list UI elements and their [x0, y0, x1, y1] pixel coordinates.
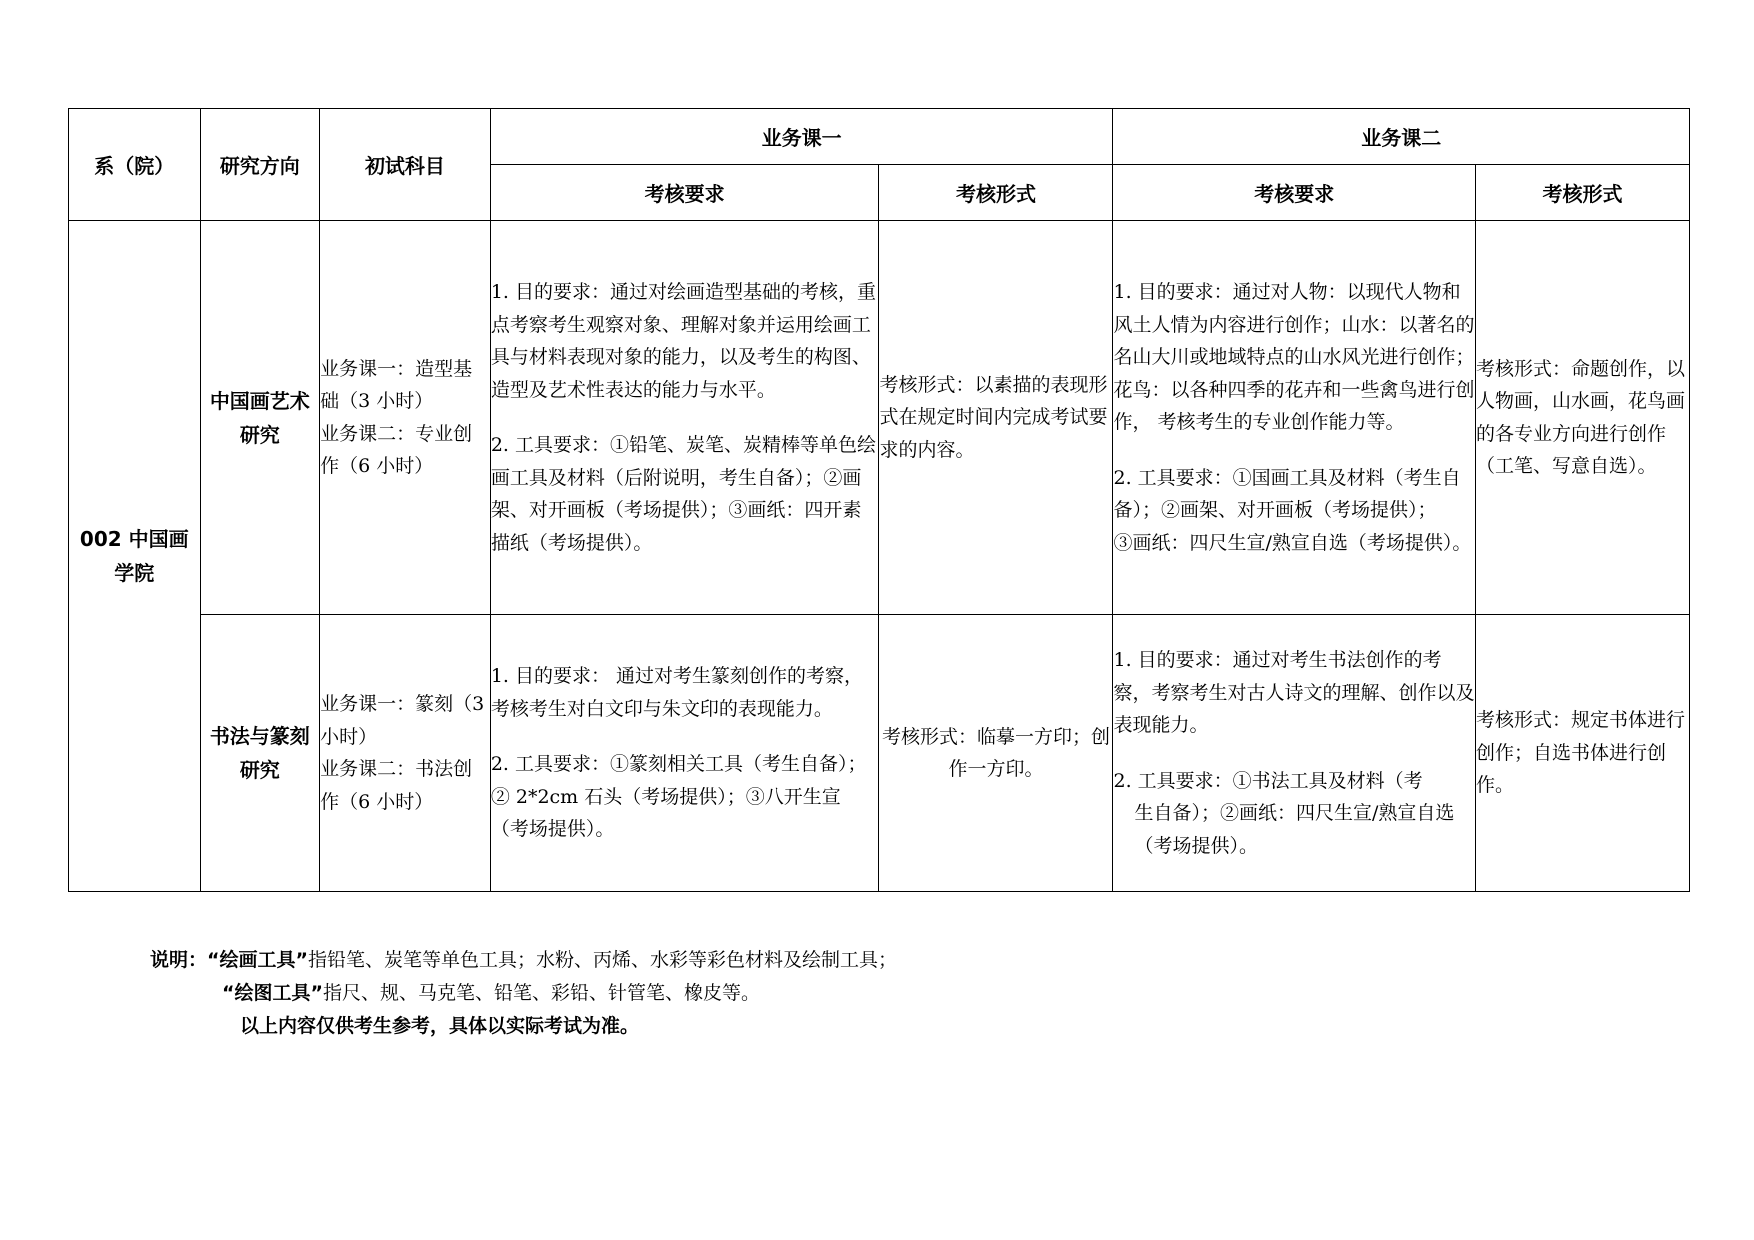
req-paragraph: 1. 目的要求：通过对人物：以现代人物和风土人情为内容进行创作；山水：以著名的名山大川或地域特点的山水风光进行创作；花鸟：以各种四季的花卉和一些禽鸟进行创作， 考核考生的专业创作能力等。 [1113, 281, 1475, 433]
form-text: 考核形式：以素描的表现形式在规定时间内完成考试要求的内容。 [879, 373, 1108, 461]
note-disclaimer: 以上内容仅供考生参考，具体以实际考试为准。 [240, 1015, 640, 1037]
header-course2-form: 考核形式 [1476, 165, 1690, 221]
req-paragraph: 2. 工具要求：①书法工具及材料（考 [1113, 769, 1423, 792]
form-text: 考核形式：规定书体进行创作；自选书体进行创作。 [1476, 709, 1686, 797]
subject-line: 业务课二：专业创作（6 小时） [320, 422, 473, 477]
req-paragraph: 1. 目的要求：通过对绘画造型基础的考核，重点考察考生观察对象、理解对象并运用绘画工具与材料表现对象的能力，以及考生的构图、造型及艺术性表达的能力与水平。 [490, 281, 876, 401]
note-line [150, 977, 897, 1010]
subject-cell [320, 615, 491, 892]
direction-cell [200, 615, 320, 892]
note-text: 指铅笔、炭笔等单色工具；水粉、丙烯、水彩等彩色材料及绘制工具； [308, 949, 898, 971]
note-line [150, 944, 897, 977]
course1-form-cell [879, 615, 1113, 892]
course1-req-cell [490, 615, 879, 892]
direction-name: 中国画艺术研究 [209, 388, 310, 447]
note-label: 说明： [150, 949, 208, 971]
req-paragraph: ③画纸：四尺生宣/熟宣自选（考场提供）。 [1113, 531, 1472, 554]
course2-form-cell [1476, 221, 1690, 615]
header-course2-req: 考核要求 [1113, 165, 1476, 221]
course2-form-cell [1476, 615, 1690, 892]
notes-block [150, 944, 897, 1043]
req-paragraph: 2. 工具要求：①铅笔、炭笔、炭精棒等单色绘画工具及材料（后附说明，考生自备）；②画架、对开画板（考场提供）；③画纸：四开素描纸（考场提供）。 [490, 434, 876, 554]
subject-line: 业务课一：篆刻（3 小时） [320, 693, 485, 748]
course2-req-cell [1113, 221, 1476, 615]
form-text: 考核形式：临摹一方印；创作一方印。 [881, 725, 1110, 780]
note-term: “绘画工具” [207, 949, 308, 971]
header-subject: 初试科目 [320, 109, 491, 221]
dept-cell [69, 221, 201, 892]
req-paragraph: 生自备）；②画纸：四尺生宣/熟宣自选（考场提供）。 [1134, 802, 1455, 857]
note-term: “绘图工具” [222, 982, 323, 1004]
course2-req-cell [1113, 615, 1476, 892]
table-row [69, 221, 1690, 615]
header-direction: 研究方向 [200, 109, 320, 221]
course1-form-cell [879, 221, 1113, 615]
req-paragraph: 2. 工具要求：①国画工具及材料（考生自备）；②画架、对开画板（考场提供）； [1113, 466, 1461, 521]
direction-name: 书法与篆刻研究 [209, 724, 310, 782]
header-course1-form: 考核形式 [879, 165, 1113, 221]
req-paragraph: 1. 目的要求： 通过对考生篆刻创作的考察，考核考生对白文印与朱文印的表现能力。 [490, 665, 864, 720]
exam-requirements-table [68, 108, 1690, 892]
course1-req-cell [490, 221, 879, 615]
direction-cell [200, 221, 320, 615]
header-course2: 业务课二 [1113, 109, 1690, 165]
subject-cell [320, 221, 491, 615]
header-dept: 系（院） [69, 109, 201, 221]
dept-name: 002 中国画学院 [79, 527, 189, 585]
header-course1: 业务课一 [490, 109, 1113, 165]
req-paragraph: 1. 目的要求：通过对考生书法创作的考察，考察考生对古人诗文的理解、创作以及表现能力。 [1113, 649, 1475, 736]
note-text: 指尺、规、马克笔、铅笔、彩铅、针管笔、橡皮等。 [322, 982, 760, 1004]
subject-line: 业务课二：书法创作（6 小时） [320, 758, 473, 813]
subject-line: 业务课一：造型基础（3 小时） [320, 357, 473, 412]
table-row [69, 615, 1690, 892]
form-text: 考核形式：命题创作，以人物画，山水画，花鸟画的各专业方向进行创作（工笔、写意自选）。 [1476, 357, 1686, 477]
req-paragraph: 2. 工具要求：①篆刻相关工具（考生自备）；② 2*2cm 石头（考场提供）；③八开生宣（考场提供）。 [490, 753, 867, 841]
header-course1-req: 考核要求 [490, 165, 879, 221]
